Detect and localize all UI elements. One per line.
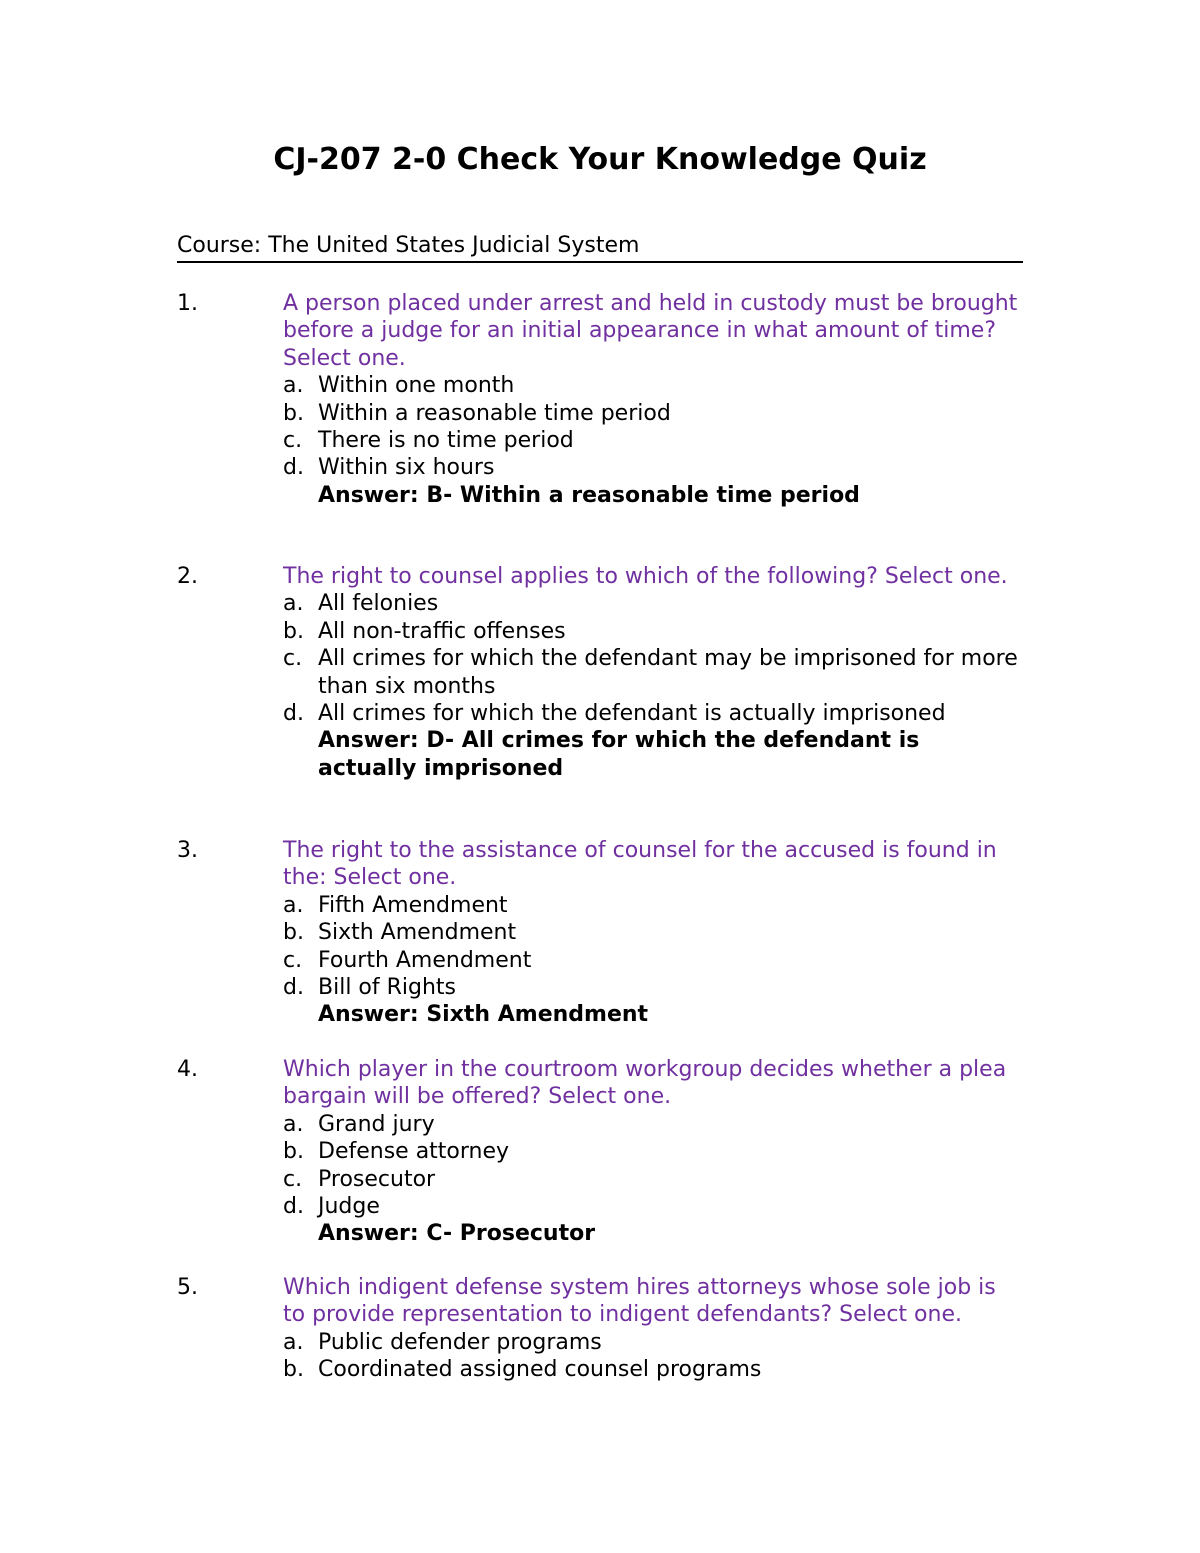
- question-number: 3.: [177, 838, 198, 863]
- option-letter: c.: [283, 646, 303, 672]
- question-5: [177, 1274, 1023, 1384]
- option-text: Public defender programs: [318, 1329, 602, 1355]
- option-letter: d.: [283, 975, 304, 1001]
- answer-option: [283, 590, 1023, 617]
- option-text: All crimes for which the defendant may be imprisoned for more than six months: [318, 646, 1018, 699]
- answer-option: [283, 454, 1023, 481]
- answer-option: [283, 372, 1023, 399]
- question-text: Which indigent defense system hires attorneys whose sole job is to provide representation to indigent defendants? Select one.: [283, 1275, 996, 1328]
- answer-option: [283, 700, 1023, 727]
- option-text: All crimes for which the defendant is actually imprisoned: [318, 701, 946, 727]
- option-letter: c.: [283, 1166, 303, 1192]
- option-text: Judge: [318, 1194, 380, 1220]
- answer-option: [283, 1111, 1023, 1138]
- option-letter: b.: [283, 618, 304, 644]
- option-text: Within six hours: [318, 455, 495, 481]
- option-text: Coordinated assigned counsel programs: [318, 1357, 762, 1383]
- option-text: Fifth Amendment: [318, 892, 508, 918]
- question-text: A person placed under arrest and held in custody must be brought before a judge for an initial appearance in what amount of time? Select one.: [283, 291, 1018, 371]
- option-text: Prosecutor: [318, 1166, 436, 1192]
- option-letter: b.: [283, 920, 304, 946]
- option-letter: d.: [283, 701, 304, 727]
- option-text: All felonies: [318, 591, 439, 617]
- option-letter: a.: [283, 1329, 304, 1355]
- answer-option: [283, 427, 1023, 454]
- question-1: [177, 290, 1023, 509]
- answer-key: Answer: D- All crimes for which the defendant is actually imprisoned: [318, 728, 920, 781]
- option-letter: a.: [283, 591, 304, 617]
- question-number: 1.: [177, 291, 198, 316]
- question-text: Which player in the courtroom workgroup decides whether a plea bargain will be offered? Select one.: [283, 1057, 1007, 1110]
- course-line: Course: The United States Judicial System: [177, 231, 1023, 263]
- question-text: The right to counsel applies to which of the following? Select one.: [283, 564, 1008, 589]
- option-text: There is no time period: [318, 428, 574, 454]
- option-text: All non-traffic offenses: [318, 618, 566, 644]
- answer-option: [283, 400, 1023, 427]
- option-text: Sixth Amendment: [318, 920, 517, 946]
- answer-key: Answer: B- Within a reasonable time period: [318, 482, 860, 508]
- option-letter: c.: [283, 947, 303, 973]
- option-text: Within a reasonable time period: [318, 400, 671, 426]
- question-2: [177, 563, 1023, 782]
- answer-option: [283, 645, 1023, 700]
- option-text: Bill of Rights: [318, 975, 457, 1001]
- question-number: 2.: [177, 564, 198, 589]
- question-4: [177, 1056, 1023, 1248]
- answer-option: [283, 618, 1023, 645]
- option-letter: a.: [283, 1111, 304, 1137]
- option-text: Grand jury: [318, 1111, 435, 1137]
- option-text: Within one month: [318, 373, 515, 399]
- answer-option: [283, 1193, 1023, 1220]
- answer-option: [283, 974, 1023, 1001]
- question-number: 5.: [177, 1275, 198, 1300]
- option-letter: b.: [283, 1139, 304, 1165]
- answer-option: [283, 1329, 1023, 1356]
- option-letter: a.: [283, 892, 304, 918]
- option-letter: d.: [283, 1194, 304, 1220]
- option-text: Fourth Amendment: [318, 947, 532, 973]
- question-text: The right to the assistance of counsel for the accused is found in the: Select one.: [283, 838, 997, 891]
- page-title: CJ-207 2-0 Check Your Knowledge Quiz: [273, 142, 927, 177]
- option-letter: b.: [283, 400, 304, 426]
- answer-option: [283, 919, 1023, 946]
- answer-key: Answer: Sixth Amendment: [318, 1002, 649, 1028]
- answer-option: [283, 1166, 1023, 1193]
- option-letter: a.: [283, 373, 304, 399]
- answer-option: [283, 1356, 1023, 1383]
- question-number: 4.: [177, 1057, 198, 1082]
- option-letter: c.: [283, 428, 303, 454]
- question-3: [177, 837, 1023, 1029]
- option-letter: b.: [283, 1357, 304, 1383]
- answer-option: [283, 1138, 1023, 1165]
- option-text: Defense attorney: [318, 1139, 510, 1165]
- answer-key: Answer: C- Prosecutor: [318, 1221, 596, 1247]
- answer-option: [283, 892, 1023, 919]
- option-letter: d.: [283, 455, 304, 481]
- answer-option: [283, 947, 1023, 974]
